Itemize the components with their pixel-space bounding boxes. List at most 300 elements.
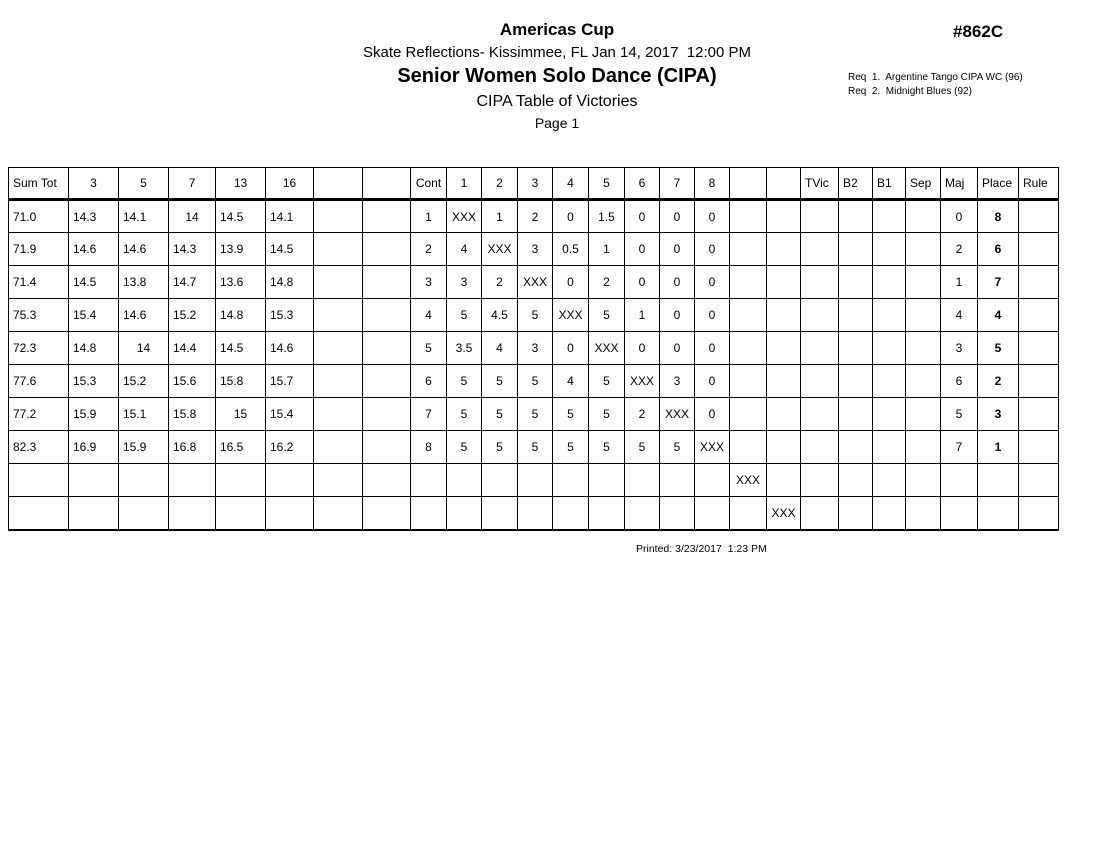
table-cell: 15.2 <box>119 365 169 398</box>
table-cell: 5 <box>447 299 482 332</box>
table-cell: 0 <box>660 299 695 332</box>
printed-timestamp: Printed: 3/23/2017 1:23 PM <box>636 543 767 555</box>
report-title: CIPA Table of Victories <box>476 93 638 110</box>
table-row <box>9 200 1059 233</box>
table-cell: 0 <box>695 200 730 233</box>
table-cell <box>1019 200 1059 233</box>
column-header: Rule <box>1019 168 1059 200</box>
table-cell <box>411 497 447 530</box>
table-cell <box>873 266 906 299</box>
table-cell: 5 <box>553 398 589 431</box>
table-cell <box>801 266 839 299</box>
requirement-line-1: Req 1. Argentine Tango CIPA WC (96) <box>848 72 1023 83</box>
column-header: 5 <box>589 168 625 200</box>
table-cell <box>314 464 363 497</box>
table-cell: 5 <box>482 398 518 431</box>
table-cell: 15.6 <box>169 365 216 398</box>
table-cell <box>839 299 873 332</box>
table-cell <box>695 464 730 497</box>
table-cell <box>873 299 906 332</box>
table-cell <box>873 431 906 464</box>
table-cell <box>767 365 801 398</box>
column-header: Sep <box>906 168 941 200</box>
table-cell <box>839 497 873 530</box>
table-cell: 5 <box>482 431 518 464</box>
table-cell: 0 <box>660 200 695 233</box>
column-header: 7 <box>169 168 216 200</box>
table-cell <box>625 497 660 530</box>
table-cell <box>906 398 941 431</box>
table-cell: 0 <box>660 266 695 299</box>
table-cell: 71.9 <box>9 233 69 266</box>
table-cell <box>730 431 767 464</box>
table-cell <box>978 464 1019 497</box>
table-cell: 2 <box>941 233 978 266</box>
table-cell <box>839 200 873 233</box>
table-cell <box>801 332 839 365</box>
column-header <box>730 168 767 200</box>
table-cell <box>801 464 839 497</box>
table-cell: 15 <box>216 398 266 431</box>
table-cell <box>839 233 873 266</box>
table-cell: 14.5 <box>69 266 119 299</box>
table-cell <box>906 233 941 266</box>
table-cell <box>1019 332 1059 365</box>
table-cell: 15.8 <box>169 398 216 431</box>
table-cell <box>314 266 363 299</box>
table-cell: 5 <box>482 365 518 398</box>
table-cell <box>801 200 839 233</box>
table-cell <box>363 200 411 233</box>
column-header: 3 <box>69 168 119 200</box>
table-row <box>9 299 1059 332</box>
table-cell <box>873 398 906 431</box>
table-cell: 77.2 <box>9 398 69 431</box>
table-cell: 15.7 <box>266 365 314 398</box>
table-cell: 15.1 <box>119 398 169 431</box>
table-cell: XXX <box>625 365 660 398</box>
table-row <box>9 431 1059 464</box>
table-cell <box>801 233 839 266</box>
table-cell <box>363 233 411 266</box>
table-cell: 3 <box>518 332 553 365</box>
table-cell <box>801 299 839 332</box>
table-row <box>9 233 1059 266</box>
table-cell: 2 <box>978 365 1019 398</box>
table-cell: 14.8 <box>69 332 119 365</box>
table-cell: 82.3 <box>9 431 69 464</box>
table-cell <box>839 332 873 365</box>
table-cell: 5 <box>447 431 482 464</box>
table-of-victories <box>8 167 1059 531</box>
table-cell: 7 <box>411 398 447 431</box>
table-cell: 16.8 <box>169 431 216 464</box>
table-cell: 3 <box>941 332 978 365</box>
division-title: Senior Women Solo Dance (CIPA) <box>397 65 717 87</box>
table-cell <box>906 431 941 464</box>
table-cell <box>767 464 801 497</box>
table-cell: 14.7 <box>169 266 216 299</box>
table-cell <box>839 365 873 398</box>
table-row <box>9 398 1059 431</box>
table-cell <box>314 497 363 530</box>
table-cell <box>314 299 363 332</box>
table-cell: 1 <box>589 233 625 266</box>
table-cell: XXX <box>660 398 695 431</box>
column-header: 7 <box>660 168 695 200</box>
page-number: Page 1 <box>534 115 580 131</box>
column-header: 6 <box>625 168 660 200</box>
table-cell <box>730 398 767 431</box>
table-cell <box>873 497 906 530</box>
table-cell <box>589 464 625 497</box>
table-cell: 1 <box>411 200 447 233</box>
table-cell: 15.8 <box>216 365 266 398</box>
table-cell: 15.2 <box>169 299 216 332</box>
column-header: 1 <box>447 168 482 200</box>
table-cell <box>314 233 363 266</box>
table-cell: 1 <box>978 431 1019 464</box>
table-cell: 14.3 <box>69 200 119 233</box>
table-cell: 0 <box>625 200 660 233</box>
table-cell <box>1019 233 1059 266</box>
table-cell: 13.9 <box>216 233 266 266</box>
table-cell <box>873 464 906 497</box>
table-cell <box>169 464 216 497</box>
column-header: Cont <box>411 168 447 200</box>
table-cell <box>314 398 363 431</box>
table-cell <box>518 464 553 497</box>
table-cell <box>767 299 801 332</box>
table-cell: XXX <box>730 464 767 497</box>
column-header: Maj <box>941 168 978 200</box>
table-cell <box>363 365 411 398</box>
table-cell <box>906 365 941 398</box>
table-cell: 14.6 <box>119 299 169 332</box>
table-cell: 5 <box>660 431 695 464</box>
event-number: #862C <box>953 22 1004 41</box>
table-cell <box>660 497 695 530</box>
table-cell <box>1019 431 1059 464</box>
event-title: Americas Cup <box>499 20 615 39</box>
table-cell: 6 <box>411 365 447 398</box>
table-cell: 5 <box>589 299 625 332</box>
table-cell <box>1019 464 1059 497</box>
table-cell: XXX <box>589 332 625 365</box>
table-cell: 3 <box>447 266 482 299</box>
table-cell <box>119 497 169 530</box>
table-cell: 1.5 <box>589 200 625 233</box>
table-cell: 8 <box>411 431 447 464</box>
table-cell <box>363 431 411 464</box>
table-cell: 71.0 <box>9 200 69 233</box>
table-cell: 6 <box>941 365 978 398</box>
table-cell: 72.3 <box>9 332 69 365</box>
table-header-row <box>9 168 1059 200</box>
table-cell <box>767 431 801 464</box>
table-cell: 14 <box>119 332 169 365</box>
column-header: 8 <box>695 168 730 200</box>
table-cell <box>314 431 363 464</box>
table-cell: 2 <box>625 398 660 431</box>
table-cell: 0 <box>695 365 730 398</box>
table-cell <box>216 464 266 497</box>
table-cell: 0 <box>695 299 730 332</box>
table-cell: 5 <box>518 398 553 431</box>
table-row <box>9 497 1059 530</box>
column-header: TVic <box>801 168 839 200</box>
table-cell: 14.3 <box>169 233 216 266</box>
column-header: 13 <box>216 168 266 200</box>
table-cell <box>447 497 482 530</box>
table-cell: 14.6 <box>119 233 169 266</box>
table-cell: 5 <box>518 365 553 398</box>
table-cell <box>1019 365 1059 398</box>
table-cell: XXX <box>518 266 553 299</box>
requirements-list <box>848 71 1023 99</box>
table-cell: 5 <box>941 398 978 431</box>
table-cell <box>873 233 906 266</box>
table-cell <box>69 464 119 497</box>
column-header: Sum Tot <box>9 168 69 200</box>
table-cell: 13.6 <box>216 266 266 299</box>
table-row <box>9 266 1059 299</box>
table-cell: 4 <box>411 299 447 332</box>
table-cell: 5 <box>553 431 589 464</box>
table-cell <box>314 200 363 233</box>
table-cell <box>801 398 839 431</box>
table-cell: 0 <box>625 233 660 266</box>
table-cell: 5 <box>518 299 553 332</box>
requirement-line-2: Req 2. Midnight Blues (92) <box>848 86 972 97</box>
table-cell: 4 <box>553 365 589 398</box>
table-cell: 8 <box>978 200 1019 233</box>
table-cell: 15.4 <box>69 299 119 332</box>
table-cell <box>906 200 941 233</box>
table-cell: 0 <box>660 332 695 365</box>
table-cell <box>730 332 767 365</box>
table-cell: 14.8 <box>216 299 266 332</box>
table-cell: 0 <box>695 398 730 431</box>
table-cell <box>767 233 801 266</box>
table-cell <box>553 497 589 530</box>
table-cell: XXX <box>482 233 518 266</box>
table-cell <box>801 365 839 398</box>
table-cell: 2 <box>482 266 518 299</box>
table-cell <box>1019 398 1059 431</box>
table-cell: 14 <box>169 200 216 233</box>
table-cell: 5 <box>589 398 625 431</box>
table-cell <box>941 497 978 530</box>
table-cell: 1 <box>941 266 978 299</box>
table-cell <box>839 464 873 497</box>
table-cell: 14.5 <box>216 200 266 233</box>
table-cell: 5 <box>411 332 447 365</box>
table-cell <box>363 332 411 365</box>
table-cell: 2 <box>411 233 447 266</box>
table-cell: XXX <box>695 431 730 464</box>
table-cell: 0 <box>695 266 730 299</box>
table-row <box>9 464 1059 497</box>
table-cell <box>363 497 411 530</box>
table-cell <box>1019 266 1059 299</box>
table-cell <box>730 299 767 332</box>
table-cell <box>363 464 411 497</box>
table-cell: 0.5 <box>553 233 589 266</box>
table-cell: 14.6 <box>266 332 314 365</box>
table-cell <box>730 233 767 266</box>
column-header: B2 <box>839 168 873 200</box>
table-cell <box>873 200 906 233</box>
table-cell <box>730 200 767 233</box>
table-cell <box>767 200 801 233</box>
table-cell <box>906 497 941 530</box>
table-cell: 15.3 <box>69 365 119 398</box>
table-cell <box>1019 299 1059 332</box>
table-cell: 14.4 <box>169 332 216 365</box>
table-cell <box>730 266 767 299</box>
table-cell <box>839 431 873 464</box>
table-cell: 14.6 <box>69 233 119 266</box>
table-row <box>9 332 1059 365</box>
table-cell <box>553 464 589 497</box>
table-cell: 5 <box>447 398 482 431</box>
column-header: 4 <box>553 168 589 200</box>
table-cell: 14.1 <box>119 200 169 233</box>
table-cell <box>69 497 119 530</box>
table-cell <box>314 332 363 365</box>
column-header: B1 <box>873 168 906 200</box>
table-cell <box>767 398 801 431</box>
table-cell <box>839 266 873 299</box>
table-cell: 0 <box>553 332 589 365</box>
table-cell <box>119 464 169 497</box>
table-cell <box>767 332 801 365</box>
table-cell <box>482 497 518 530</box>
table-cell: 7 <box>941 431 978 464</box>
table-cell: 2 <box>518 200 553 233</box>
column-header: 2 <box>482 168 518 200</box>
table-cell: 14.5 <box>266 233 314 266</box>
table-cell <box>801 431 839 464</box>
table-cell: 0 <box>941 200 978 233</box>
table-cell: 16.5 <box>216 431 266 464</box>
table-cell: 14.8 <box>266 266 314 299</box>
table-cell: 15.4 <box>266 398 314 431</box>
table-cell: 5 <box>447 365 482 398</box>
table-cell <box>266 497 314 530</box>
table-cell: 4 <box>941 299 978 332</box>
table-cell: 0 <box>695 233 730 266</box>
table-row <box>9 365 1059 398</box>
table-cell: 5 <box>625 431 660 464</box>
table-cell: 0 <box>625 332 660 365</box>
table-cell <box>941 464 978 497</box>
table-cell <box>906 332 941 365</box>
table-cell <box>660 464 695 497</box>
table-cell <box>906 299 941 332</box>
table-cell: 3 <box>518 233 553 266</box>
table-cell: 4.5 <box>482 299 518 332</box>
table-cell: 5 <box>589 431 625 464</box>
table-cell: 6 <box>978 233 1019 266</box>
table-cell: 3.5 <box>447 332 482 365</box>
table-cell <box>1019 497 1059 530</box>
table-cell: 5 <box>589 365 625 398</box>
table-cell: 0 <box>553 266 589 299</box>
table-cell: 4 <box>482 332 518 365</box>
table-cell <box>695 497 730 530</box>
table-cell: 1 <box>482 200 518 233</box>
table-cell: 71.4 <box>9 266 69 299</box>
table-cell <box>411 464 447 497</box>
table-cell <box>363 266 411 299</box>
table-cell <box>767 266 801 299</box>
table-cell <box>9 464 69 497</box>
table-cell <box>978 497 1019 530</box>
venue-date-line: Skate Reflections- Kissimmee, FL Jan 14, 2017 12:00 PM <box>363 44 751 61</box>
column-header: 5 <box>119 168 169 200</box>
table-cell: XXX <box>553 299 589 332</box>
table-cell <box>906 266 941 299</box>
table-cell: 7 <box>978 266 1019 299</box>
column-header: 3 <box>518 168 553 200</box>
column-header <box>363 168 411 200</box>
table-cell: 15.9 <box>69 398 119 431</box>
table-cell <box>482 464 518 497</box>
table-cell: XXX <box>767 497 801 530</box>
table-cell: 15.9 <box>119 431 169 464</box>
column-header <box>314 168 363 200</box>
table-cell: 0 <box>660 233 695 266</box>
table-cell: 0 <box>553 200 589 233</box>
table-cell: 4 <box>447 233 482 266</box>
table-cell: 16.2 <box>266 431 314 464</box>
table-cell <box>518 497 553 530</box>
table-cell: 75.3 <box>9 299 69 332</box>
table-cell: 16.9 <box>69 431 119 464</box>
table-cell <box>730 497 767 530</box>
table-cell <box>801 497 839 530</box>
table-cell <box>906 464 941 497</box>
table-cell: 0 <box>625 266 660 299</box>
table-cell: 14.5 <box>216 332 266 365</box>
table-cell <box>873 365 906 398</box>
table-cell <box>625 464 660 497</box>
table-cell: XXX <box>447 200 482 233</box>
table-cell <box>169 497 216 530</box>
table-cell: 15.3 <box>266 299 314 332</box>
table-cell <box>314 365 363 398</box>
table-cell: 3 <box>660 365 695 398</box>
table-cell: 1 <box>625 299 660 332</box>
table-cell <box>447 464 482 497</box>
table-cell <box>839 398 873 431</box>
table-cell: 3 <box>978 398 1019 431</box>
table-cell: 3 <box>411 266 447 299</box>
table-cell <box>589 497 625 530</box>
table-cell <box>9 497 69 530</box>
table-cell: 5 <box>978 332 1019 365</box>
table-cell <box>873 332 906 365</box>
column-header <box>767 168 801 200</box>
table-cell <box>266 464 314 497</box>
table-cell: 5 <box>518 431 553 464</box>
table-cell: 77.6 <box>9 365 69 398</box>
table-cell: 4 <box>978 299 1019 332</box>
table-cell: 2 <box>589 266 625 299</box>
column-header: 16 <box>266 168 314 200</box>
